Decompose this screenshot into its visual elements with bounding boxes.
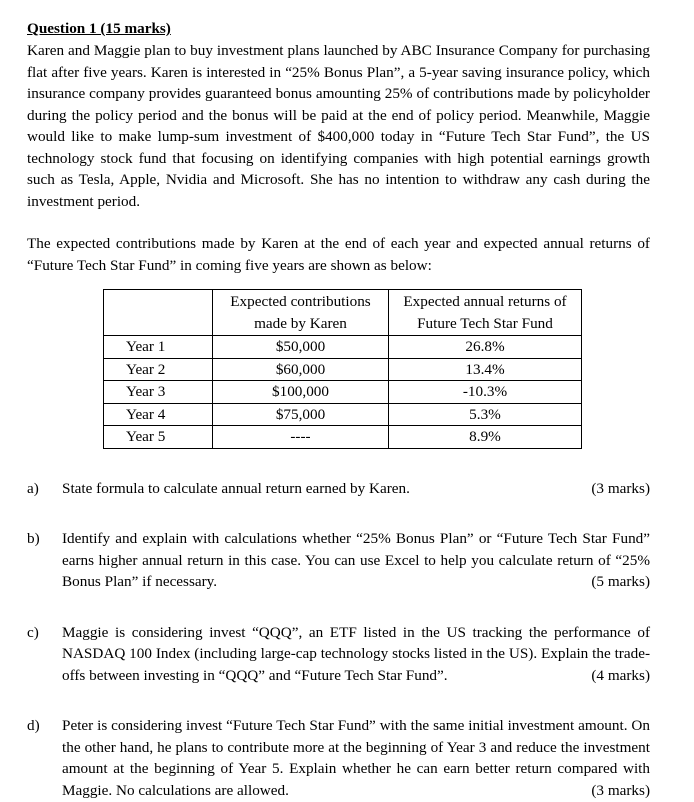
table-header-contributions: Expected contributions made by Karen [213, 290, 389, 336]
part-text: Peter is considering invest “Future Tech Star Fund” with the same initial investment amount. On the other hand, he plans to contribute more at the beginning of Year 3 and reduce the investment amount at the beginning of Year 5. Explain whether he can earn better return compared with Maggie. No calculations are allowed. [62, 717, 650, 799]
part-marks: (4 marks) [591, 666, 650, 684]
table-row [104, 358, 582, 381]
part-label: d) [27, 717, 40, 734]
scenario-paragraph: Karen and Maggie plan to buy investment plans launched by ABC Insurance Company for purchasing flat after five years. Karen is interested in “25% Bonus Plan”, a 5-year saving insurance policy, which insurance company provides guaranteed bonus amounting 25% of contributions made by policyholder during the policy period and the bonus will be paid at the end of policy period. Meanwhile, Maggie would like to make lump-sum investment of $400,000 today in “Future Tech Star Fund”, the US technology stock fund that focusing on identifying companies with high potential earnings growth such as Tesla, Apple, Nvidia and Microsoft. She has no intention to withdraw any cash during the investment period. [27, 42, 650, 210]
return-cell: 26.8% [389, 336, 582, 359]
part-label: c) [27, 623, 39, 641]
year-cell: Year 3 [104, 381, 213, 404]
part-label: a) [27, 479, 39, 497]
return-cell: 5.3% [389, 403, 582, 426]
year-cell: Year 4 [104, 403, 213, 426]
part-marks: (3 marks) [591, 781, 650, 799]
table-row [104, 426, 582, 449]
table-row [104, 403, 582, 426]
year-cell: Year 1 [104, 336, 213, 359]
question-part-c [27, 622, 650, 687]
return-cell: 8.9% [389, 426, 582, 449]
part-text: Maggie is considering invest “QQQ”, an ETF listed in the US tracking the performance of NASDAQ 100 Index (including large-cap technology stocks listed in the US). Explain the trade-offs between investing in “QQQ” and “Future Tech Star Fund”. [62, 623, 650, 684]
contribution-cell: $75,000 [213, 403, 389, 426]
contribution-cell: $100,000 [213, 381, 389, 404]
question-part-b [27, 528, 650, 593]
part-label: b) [27, 530, 40, 547]
part-marks: (5 marks) [591, 573, 650, 590]
contribution-cell: ---- [213, 426, 389, 449]
return-cell: -10.3% [389, 381, 582, 404]
contribution-cell: $60,000 [213, 358, 389, 381]
contributions-returns-table [103, 289, 582, 449]
year-cell: Year 2 [104, 358, 213, 381]
table-row [104, 336, 582, 359]
contribution-cell: $50,000 [213, 336, 389, 359]
question-part-d [27, 715, 650, 801]
return-cell: 13.4% [389, 358, 582, 381]
table-header-blank [104, 290, 213, 336]
part-text: State formula to calculate annual return earned by Karen. [62, 479, 410, 497]
question-part-a [27, 478, 650, 500]
table-intro-paragraph: The expected contributions made by Karen at the end of each year and expected annual returns of “Future Tech Star Fund” in coming five years are shown as below: [27, 235, 650, 274]
question-title: Question 1 (15 marks) [27, 20, 171, 37]
table-header-returns: Expected annual returns of Future Tech Star Fund [389, 290, 582, 336]
table-row [104, 381, 582, 404]
part-text: Identify and explain with calculations whether “25% Bonus Plan” or “Future Tech Star Fund” earns higher annual return in this case. You can use Excel to help you calculate return of “25% Bonus Plan” if necessary. [62, 530, 650, 590]
part-marks: (3 marks) [591, 479, 650, 497]
table-header-row [104, 290, 582, 336]
document-page [27, 18, 650, 801]
year-cell: Year 5 [104, 426, 213, 449]
